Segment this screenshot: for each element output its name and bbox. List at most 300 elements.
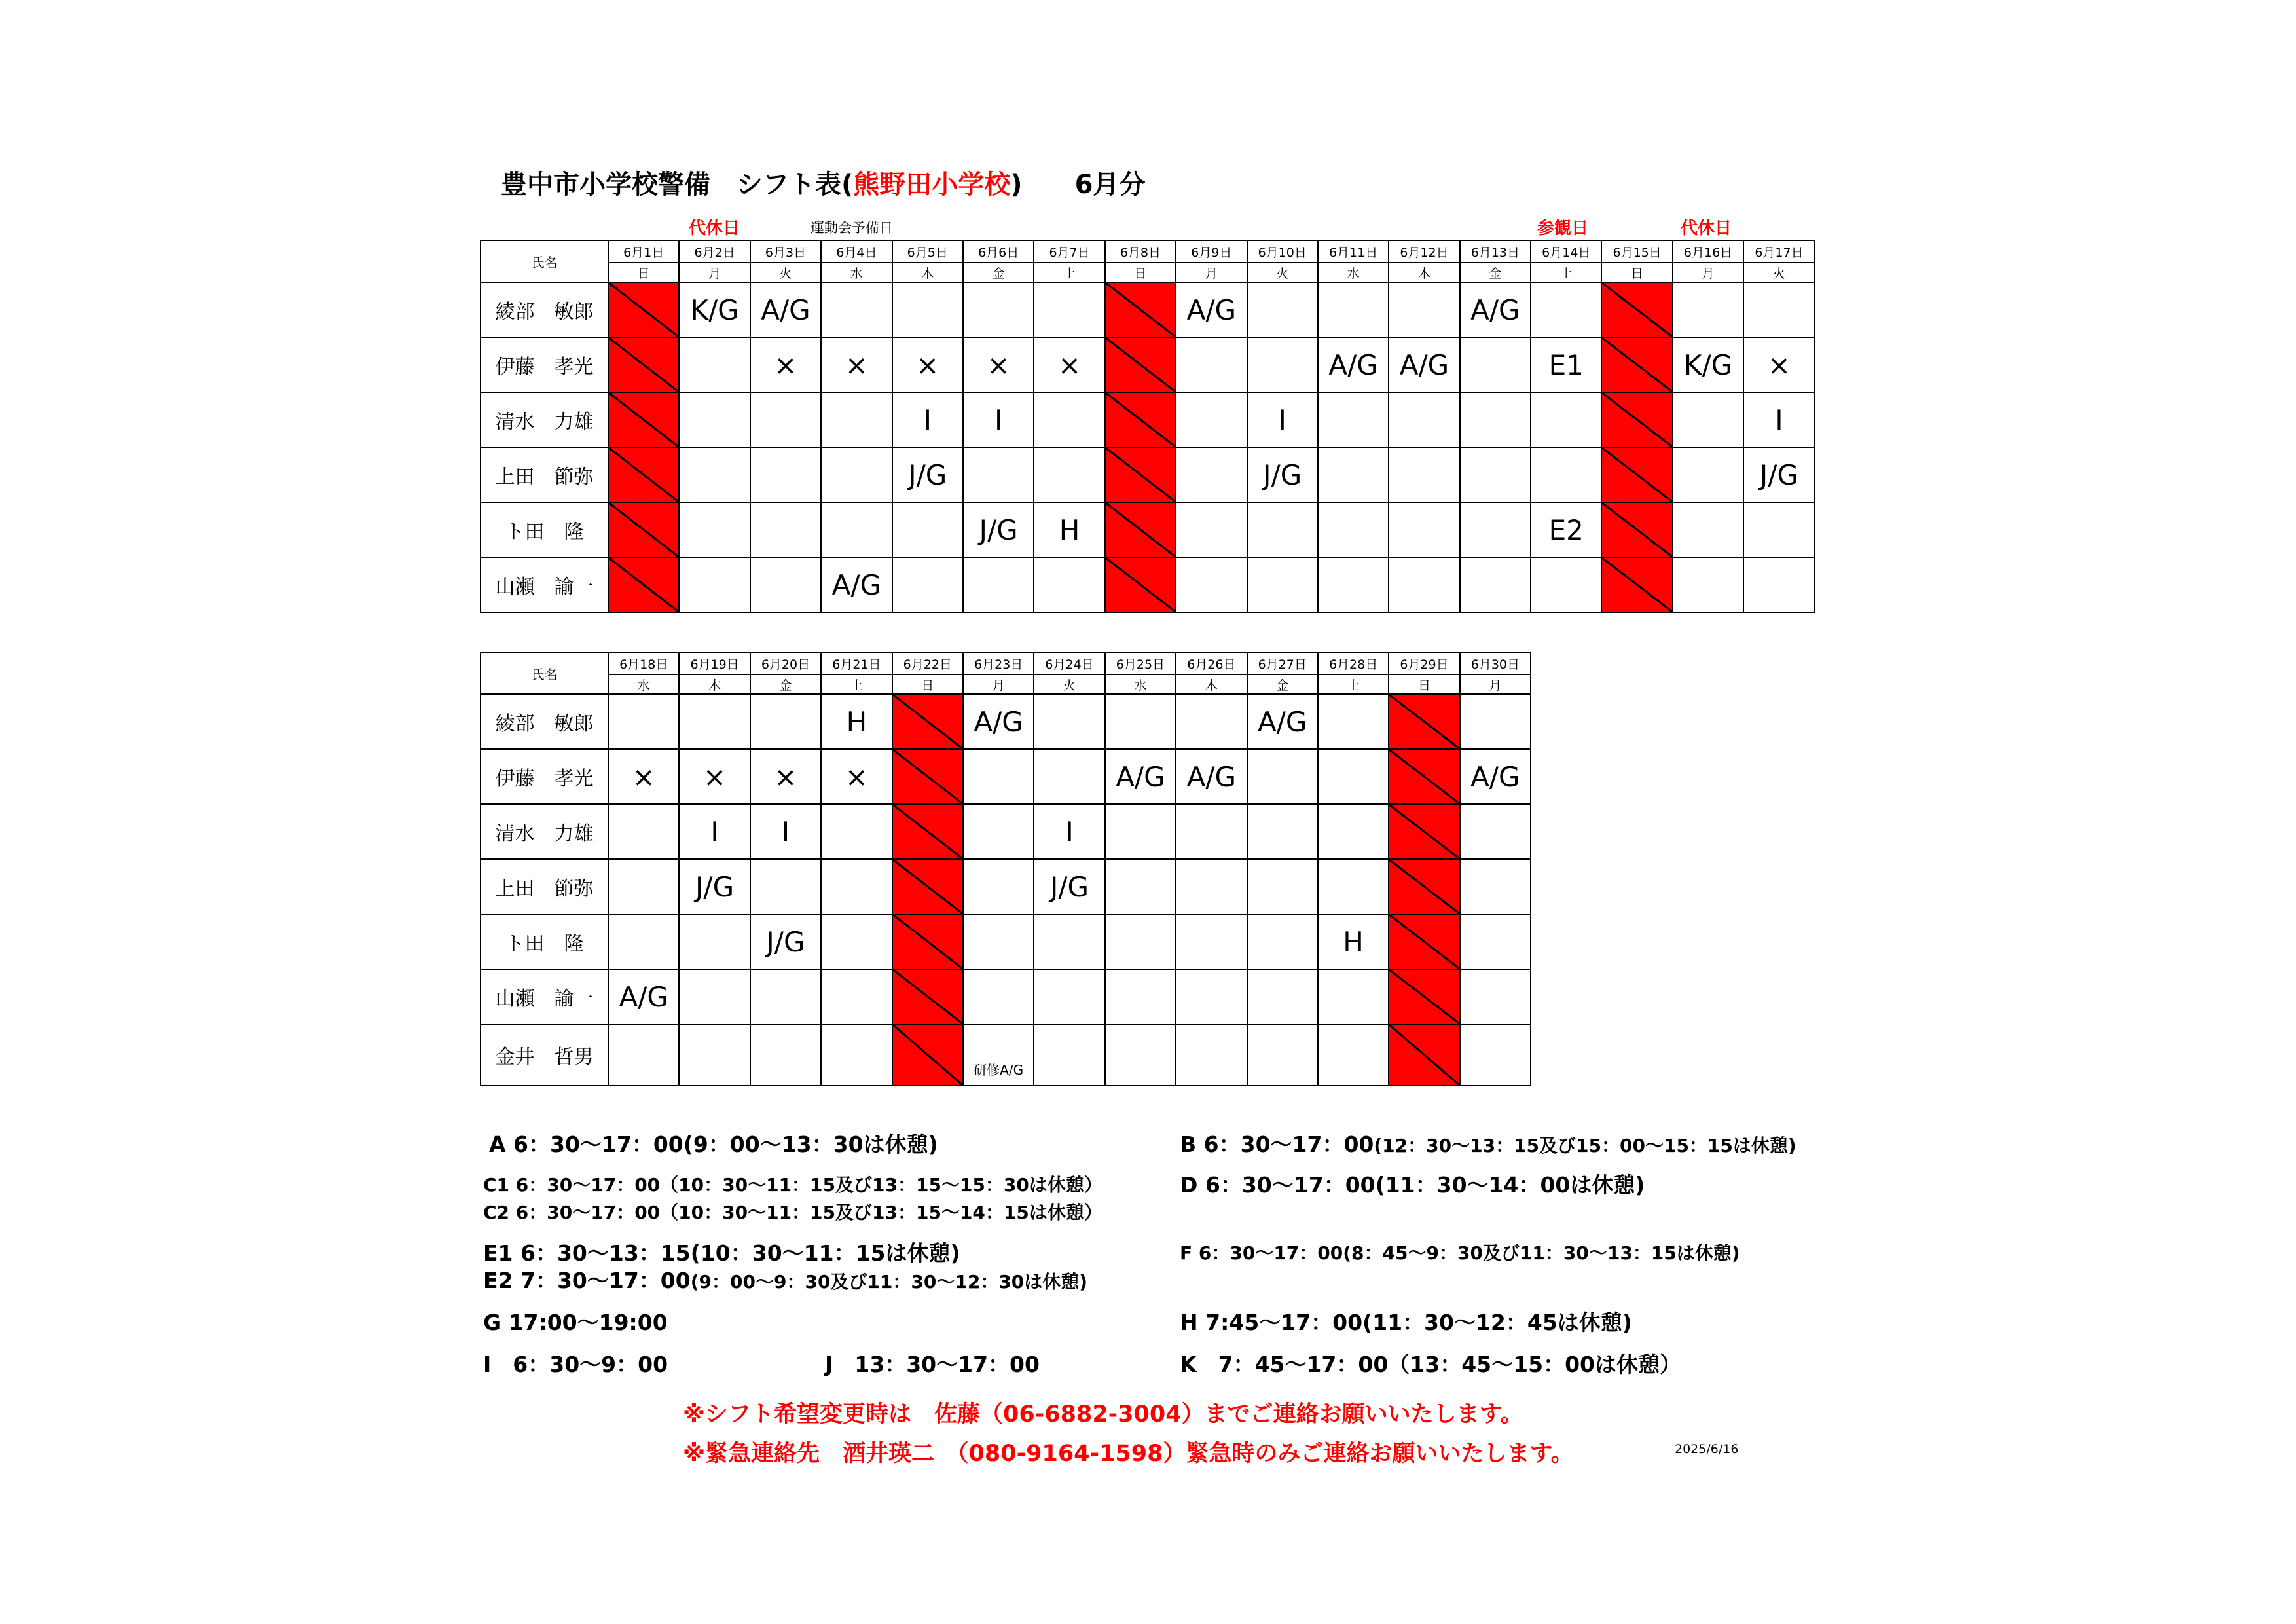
staff-name: 綾部 敏郎 — [481, 694, 608, 749]
off-day-cell — [1601, 447, 1672, 502]
shift-cell — [1247, 557, 1318, 612]
off-day-cell — [892, 859, 963, 914]
weekday-header: 金 — [1460, 263, 1531, 282]
off-day-cell — [1389, 694, 1459, 749]
shift-cell — [1176, 447, 1247, 502]
shift-cell — [1460, 392, 1531, 447]
shift-cell — [750, 502, 821, 557]
shift-cell — [750, 859, 821, 914]
date-header: 6月10日 — [1247, 240, 1318, 263]
shift-cell: A/G — [1176, 282, 1247, 337]
shift-cell — [1247, 859, 1318, 914]
shift-cell — [821, 914, 892, 969]
off-day-cell — [1601, 502, 1672, 557]
shift-cell: A/G — [963, 694, 1034, 749]
staff-row — [481, 694, 1531, 749]
shift-cell — [608, 804, 679, 859]
staff-name: 綾部 敏郎 — [481, 282, 608, 337]
date-header: 6月24日 — [1034, 652, 1104, 674]
off-day-cell — [892, 804, 963, 859]
shift-cell — [608, 914, 679, 969]
shift-cell — [750, 694, 821, 749]
staff-row — [481, 557, 1815, 612]
weekday-header: 日 — [608, 263, 679, 282]
off-day-cell — [608, 282, 679, 337]
shift-cell — [1743, 282, 1814, 337]
shift-cell — [1247, 502, 1318, 557]
date-header: 6月22日 — [892, 652, 963, 674]
weekday-header: 水 — [608, 674, 679, 694]
staff-row — [481, 859, 1531, 914]
shift-cell: I — [750, 804, 821, 859]
shift-cell — [1673, 447, 1743, 502]
date-header: 6月7日 — [1034, 240, 1104, 263]
weekday-header: 土 — [1318, 674, 1389, 694]
legend-j: J 13：30～17：00 — [825, 1352, 1040, 1377]
date-header: 6月21日 — [821, 652, 892, 674]
date-header: 6月9日 — [1176, 240, 1247, 263]
off-day-cell — [1105, 282, 1176, 337]
shift-cell — [1034, 694, 1104, 749]
date-header: 6月11日 — [1318, 240, 1389, 263]
shift-cell — [1389, 392, 1459, 447]
shift-cell — [1105, 914, 1176, 969]
off-day-cell — [892, 1024, 963, 1086]
shift-cell — [1105, 804, 1176, 859]
off-day-cell — [1601, 392, 1672, 447]
legend-c2: C2 6：30～17：00（10：30～11：15及び13：15～14：15は休憩） — [483, 1202, 1102, 1223]
staff-row — [481, 337, 1815, 392]
staff-name: ト田 隆 — [481, 914, 608, 969]
date-header: 6月26日 — [1176, 652, 1247, 674]
shift-cell: E2 — [1531, 502, 1601, 557]
shift-cell — [1318, 502, 1389, 557]
issued-date: 2025/6/16 — [1675, 1442, 1739, 1456]
legend-e1: E1 6：30～13：15(10：30～11：15は休憩) — [483, 1240, 960, 1266]
weekday-header: 日 — [1389, 674, 1459, 694]
shift-cell — [963, 749, 1034, 804]
off-day-cell — [1389, 969, 1459, 1024]
staff-name: 清水 力雄 — [481, 804, 608, 859]
shift-cell — [608, 694, 679, 749]
weekday-header: 月 — [1673, 263, 1743, 282]
shift-cell — [1176, 859, 1247, 914]
shift-cell — [963, 914, 1034, 969]
shift-cell: A/G — [608, 969, 679, 1024]
date-header: 6月16日 — [1673, 240, 1743, 263]
legend-e2 — [483, 1264, 1087, 1295]
staff-row — [481, 749, 1531, 804]
date-header: 6月28日 — [1318, 652, 1389, 674]
shift-cell — [963, 804, 1034, 859]
shift-cell — [1034, 282, 1104, 337]
shift-cell — [1460, 1024, 1531, 1086]
page-title — [501, 164, 1145, 201]
weekday-header: 金 — [750, 674, 821, 694]
staff-name: ト田 隆 — [481, 502, 608, 557]
shift-cell — [1389, 282, 1459, 337]
shift-cell — [1176, 694, 1247, 749]
shift-cell — [963, 447, 1034, 502]
off-day-cell — [1105, 557, 1176, 612]
shift-cell — [1176, 804, 1247, 859]
shift-cell: × — [963, 337, 1034, 392]
shift-cell: A/G — [1460, 749, 1531, 804]
date-header: 6月14日 — [1531, 240, 1601, 263]
shift-cell: A/G — [750, 282, 821, 337]
shift-cell — [821, 502, 892, 557]
shift-cell — [750, 392, 821, 447]
off-day-cell — [1389, 749, 1459, 804]
note-daikyu-0602: 代休日 — [689, 219, 740, 238]
staff-name: 山瀬 諭一 — [481, 557, 608, 612]
shift-cell — [1318, 859, 1389, 914]
weekday-header: 火 — [1743, 263, 1814, 282]
off-day-cell — [892, 914, 963, 969]
shift-cell — [1176, 914, 1247, 969]
shift-cell — [821, 969, 892, 1024]
date-header: 6月23日 — [963, 652, 1034, 674]
shift-cell — [1105, 859, 1176, 914]
staff-name: 伊藤 孝光 — [481, 337, 608, 392]
shift-cell: × — [892, 337, 963, 392]
shift-cell: H — [821, 694, 892, 749]
shift-cell — [750, 1024, 821, 1086]
off-day-cell — [608, 337, 679, 392]
shift-cell — [1673, 392, 1743, 447]
shift-cell: A/G — [1389, 337, 1459, 392]
shift-cell — [821, 392, 892, 447]
shift-cell — [1105, 969, 1176, 1024]
shift-cell — [1531, 447, 1601, 502]
shift-cell — [1460, 557, 1531, 612]
staff-name: 上田 節弥 — [481, 447, 608, 502]
weekday-header: 日 — [892, 674, 963, 694]
shift-cell: A/G — [821, 557, 892, 612]
shift-cell — [679, 914, 750, 969]
shift-cell — [750, 447, 821, 502]
shift-cell — [1176, 557, 1247, 612]
date-header: 6月12日 — [1389, 240, 1459, 263]
weekday-header: 木 — [892, 263, 963, 282]
date-header: 6月15日 — [1601, 240, 1672, 263]
shift-cell — [1460, 914, 1531, 969]
shift-cell — [679, 392, 750, 447]
shift-cell — [1034, 914, 1104, 969]
date-header: 6月1日 — [608, 240, 679, 263]
title-suffix: ) — [1010, 170, 1023, 200]
shift-cell — [1105, 694, 1176, 749]
off-day-cell — [892, 694, 963, 749]
shift-cell — [821, 1024, 892, 1086]
weekday-header: 土 — [1531, 263, 1601, 282]
shift-cell — [1318, 969, 1389, 1024]
shift-cell — [1531, 392, 1601, 447]
shift-cell: J/G — [1743, 447, 1814, 502]
shift-cell — [1318, 392, 1389, 447]
shift-cell — [892, 557, 963, 612]
shift-cell — [750, 557, 821, 612]
staff-row — [481, 914, 1531, 969]
shift-cell: I — [679, 804, 750, 859]
shift-cell — [1460, 337, 1531, 392]
off-day-cell — [1389, 1024, 1459, 1086]
shift-cell — [1318, 749, 1389, 804]
shift-cell — [1034, 447, 1104, 502]
staff-row — [481, 969, 1531, 1024]
shift-cell — [1318, 694, 1389, 749]
shift-cell: J/G — [892, 447, 963, 502]
shift-cell: A/G — [1176, 749, 1247, 804]
date-header: 6月17日 — [1743, 240, 1814, 263]
staff-row — [481, 447, 1815, 502]
date-header: 6月5日 — [892, 240, 963, 263]
staff-row — [481, 804, 1531, 859]
off-day-cell — [608, 447, 679, 502]
date-header: 6月8日 — [1105, 240, 1176, 263]
legend-e2-detail: (9：00～9：30及び11：30～12：30は休憩) — [690, 1271, 1088, 1293]
off-day-cell — [892, 749, 963, 804]
weekday-header: 火 — [1034, 674, 1104, 694]
contact-emergency: ※緊急連絡先 酒井瑛二 （080-9164-1598）緊急時のみご連絡お願いいたします。 — [683, 1441, 1574, 1467]
shift-cell — [1460, 859, 1531, 914]
shift-cell — [1743, 502, 1814, 557]
weekday-header: 木 — [1176, 674, 1247, 694]
shift-cell: J/G — [1034, 859, 1104, 914]
shift-cell: I — [1247, 392, 1318, 447]
off-day-cell — [1105, 337, 1176, 392]
shift-cell: A/G — [1460, 282, 1531, 337]
shift-cell: A/G — [1318, 337, 1389, 392]
shift-cell — [821, 859, 892, 914]
shift-cell — [1176, 337, 1247, 392]
shift-cell — [1318, 282, 1389, 337]
legend-d: D 6：30～17：00(11：30～14：00は休憩) — [1180, 1172, 1645, 1198]
date-header: 6月13日 — [1460, 240, 1531, 263]
off-day-cell — [1389, 804, 1459, 859]
staff-name: 伊藤 孝光 — [481, 749, 608, 804]
shift-cell — [963, 557, 1034, 612]
shift-cell: A/G — [1105, 749, 1176, 804]
shift-cell: J/G — [750, 914, 821, 969]
shift-cell: I — [963, 392, 1034, 447]
off-day-cell — [1601, 282, 1672, 337]
shift-cell — [1176, 969, 1247, 1024]
off-day-cell — [892, 969, 963, 1024]
off-day-cell — [1601, 557, 1672, 612]
off-day-cell — [1389, 859, 1459, 914]
shift-cell — [1105, 1024, 1176, 1086]
shift-table-second-half — [480, 652, 1531, 1086]
shift-cell — [750, 969, 821, 1024]
date-header: 6月19日 — [679, 652, 750, 674]
shift-cell — [892, 502, 963, 557]
shift-cell — [608, 1024, 679, 1086]
weekday-header: 日 — [1105, 263, 1176, 282]
legend-b-main: B 6：30～17：00 — [1180, 1132, 1374, 1157]
shift-cell: × — [679, 749, 750, 804]
date-header: 6月29日 — [1389, 652, 1459, 674]
legend-e2-main: E2 7：30～17：00 — [483, 1268, 691, 1293]
shift-cell — [679, 557, 750, 612]
shift-cell — [1034, 557, 1104, 612]
shift-cell — [821, 447, 892, 502]
date-header: 6月30日 — [1460, 652, 1531, 674]
shift-cell: × — [608, 749, 679, 804]
shift-cell — [1673, 502, 1743, 557]
shift-cell — [679, 969, 750, 1024]
shift-cell: E1 — [1531, 337, 1601, 392]
weekday-header: 火 — [1247, 263, 1318, 282]
shift-cell — [1247, 337, 1318, 392]
shift-cell — [1389, 557, 1459, 612]
weekday-header: 月 — [1176, 263, 1247, 282]
weekday-header: 日 — [1601, 263, 1672, 282]
staff-name: 金井 哲男 — [481, 1024, 608, 1086]
shift-cell — [1389, 502, 1459, 557]
shift-cell — [1531, 282, 1601, 337]
shift-cell: H — [1318, 914, 1389, 969]
staff-name: 山瀬 諭一 — [481, 969, 608, 1024]
legend-b-detail: (12：30～13：15及び15：00～15：15は休憩) — [1374, 1135, 1796, 1156]
shift-cell — [821, 282, 892, 337]
staff-row — [481, 1024, 1531, 1086]
shift-cell: I — [1034, 804, 1104, 859]
shift-cell: I — [1743, 392, 1814, 447]
shift-cell — [1318, 557, 1389, 612]
weekday-header: 金 — [1247, 674, 1318, 694]
note-undokai-0603: 運動会予備日 — [811, 220, 893, 236]
shift-cell — [679, 337, 750, 392]
shift-cell — [1247, 282, 1318, 337]
off-day-cell — [608, 392, 679, 447]
shift-cell: K/G — [1673, 337, 1743, 392]
shift-cell: 研修A/G — [963, 1024, 1034, 1086]
note-sankan-0614: 参観日 — [1537, 219, 1589, 238]
weekday-header: 水 — [1318, 263, 1389, 282]
name-column-header: 氏名 — [481, 652, 608, 694]
weekday-header: 木 — [679, 674, 750, 694]
shift-cell: J/G — [1247, 447, 1318, 502]
off-day-cell — [608, 502, 679, 557]
off-day-cell — [1601, 337, 1672, 392]
legend-f: F 6：30～17：00(8：45～9：30及び11：30～13：15は休憩) — [1180, 1242, 1740, 1264]
staff-row — [481, 392, 1815, 447]
shift-cell: × — [750, 749, 821, 804]
shift-cell — [1743, 557, 1814, 612]
shift-cell — [1034, 749, 1104, 804]
shift-cell — [1176, 392, 1247, 447]
shift-cell — [679, 1024, 750, 1086]
weekday-header: 月 — [963, 674, 1034, 694]
shift-cell — [1034, 969, 1104, 1024]
shift-cell — [892, 282, 963, 337]
weekday-header: 木 — [1389, 263, 1459, 282]
date-header: 6月6日 — [963, 240, 1034, 263]
shift-cell — [1318, 1024, 1389, 1086]
legend-i: I 6：30～9：00 — [483, 1352, 668, 1377]
shift-cell: I — [892, 392, 963, 447]
school-name: 熊野田小学校 — [853, 170, 1011, 200]
shift-cell — [1460, 447, 1531, 502]
contact-shift-change: ※シフト希望変更時は 佐藤（06-6882-3004）までご連絡お願いいたします。 — [683, 1401, 1523, 1428]
weekday-header: 月 — [1460, 674, 1531, 694]
name-column-header: 氏名 — [481, 240, 608, 282]
shift-cell — [679, 694, 750, 749]
shift-cell — [821, 804, 892, 859]
date-header: 6月18日 — [608, 652, 679, 674]
off-day-cell — [1105, 447, 1176, 502]
shift-cell — [1247, 804, 1318, 859]
weekday-header: 金 — [963, 263, 1034, 282]
shift-table-first-half — [480, 240, 1815, 613]
shift-cell — [1318, 804, 1389, 859]
off-day-cell — [1105, 392, 1176, 447]
weekday-header: 水 — [821, 263, 892, 282]
shift-cell: K/G — [679, 282, 750, 337]
shift-cell: × — [821, 337, 892, 392]
title-prefix: 豊中市小学校警備 シフト表( — [501, 170, 854, 200]
staff-row — [481, 502, 1815, 557]
note-daikyu-0616: 代休日 — [1681, 219, 1732, 238]
shift-cell — [1034, 1024, 1104, 1086]
weekday-header: 月 — [679, 263, 750, 282]
month-label: 6月分 — [1074, 170, 1146, 200]
shift-cell — [963, 282, 1034, 337]
legend-h: H 7:45～17：00(11：30～12：45は休憩) — [1180, 1310, 1632, 1335]
shift-cell: × — [821, 749, 892, 804]
shift-cell — [679, 502, 750, 557]
shift-cell — [963, 859, 1034, 914]
shift-cell — [1460, 694, 1531, 749]
shift-cell — [1247, 969, 1318, 1024]
shift-cell: H — [1034, 502, 1104, 557]
shift-cell — [1247, 1024, 1318, 1086]
legend-k: K 7：45～17：00（13：45～15：00は休憩） — [1180, 1352, 1681, 1377]
weekday-header: 土 — [821, 674, 892, 694]
shift-cell — [1460, 502, 1531, 557]
shift-cell — [1389, 447, 1459, 502]
shift-cell — [1460, 969, 1531, 1024]
staff-name: 清水 力雄 — [481, 392, 608, 447]
date-header: 6月4日 — [821, 240, 892, 263]
shift-cell: × — [1034, 337, 1104, 392]
shift-cell — [963, 969, 1034, 1024]
staff-row — [481, 282, 1815, 337]
shift-cell — [1176, 1024, 1247, 1086]
off-day-cell — [1389, 914, 1459, 969]
date-header: 6月3日 — [750, 240, 821, 263]
shift-cell — [608, 859, 679, 914]
shift-cell — [1247, 914, 1318, 969]
shift-cell — [1673, 557, 1743, 612]
legend-b — [1180, 1128, 1796, 1158]
weekday-header: 土 — [1034, 263, 1104, 282]
legend-g: G 17:00～19:00 — [483, 1310, 668, 1335]
shift-cell — [1034, 392, 1104, 447]
shift-cell: J/G — [963, 502, 1034, 557]
shift-cell — [1531, 557, 1601, 612]
legend-c1: C1 6：30～17：00（10：30～11：15及び13：15～15：30は休憩） — [483, 1174, 1102, 1196]
weekday-header: 火 — [750, 263, 821, 282]
off-day-cell — [1105, 502, 1176, 557]
off-day-cell — [608, 557, 679, 612]
weekday-header: 水 — [1105, 674, 1176, 694]
date-header: 6月2日 — [679, 240, 750, 263]
date-header: 6月25日 — [1105, 652, 1176, 674]
legend-a: A 6：30～17：00(9：00～13：30は休憩) — [489, 1132, 938, 1157]
shift-cell — [1460, 804, 1531, 859]
